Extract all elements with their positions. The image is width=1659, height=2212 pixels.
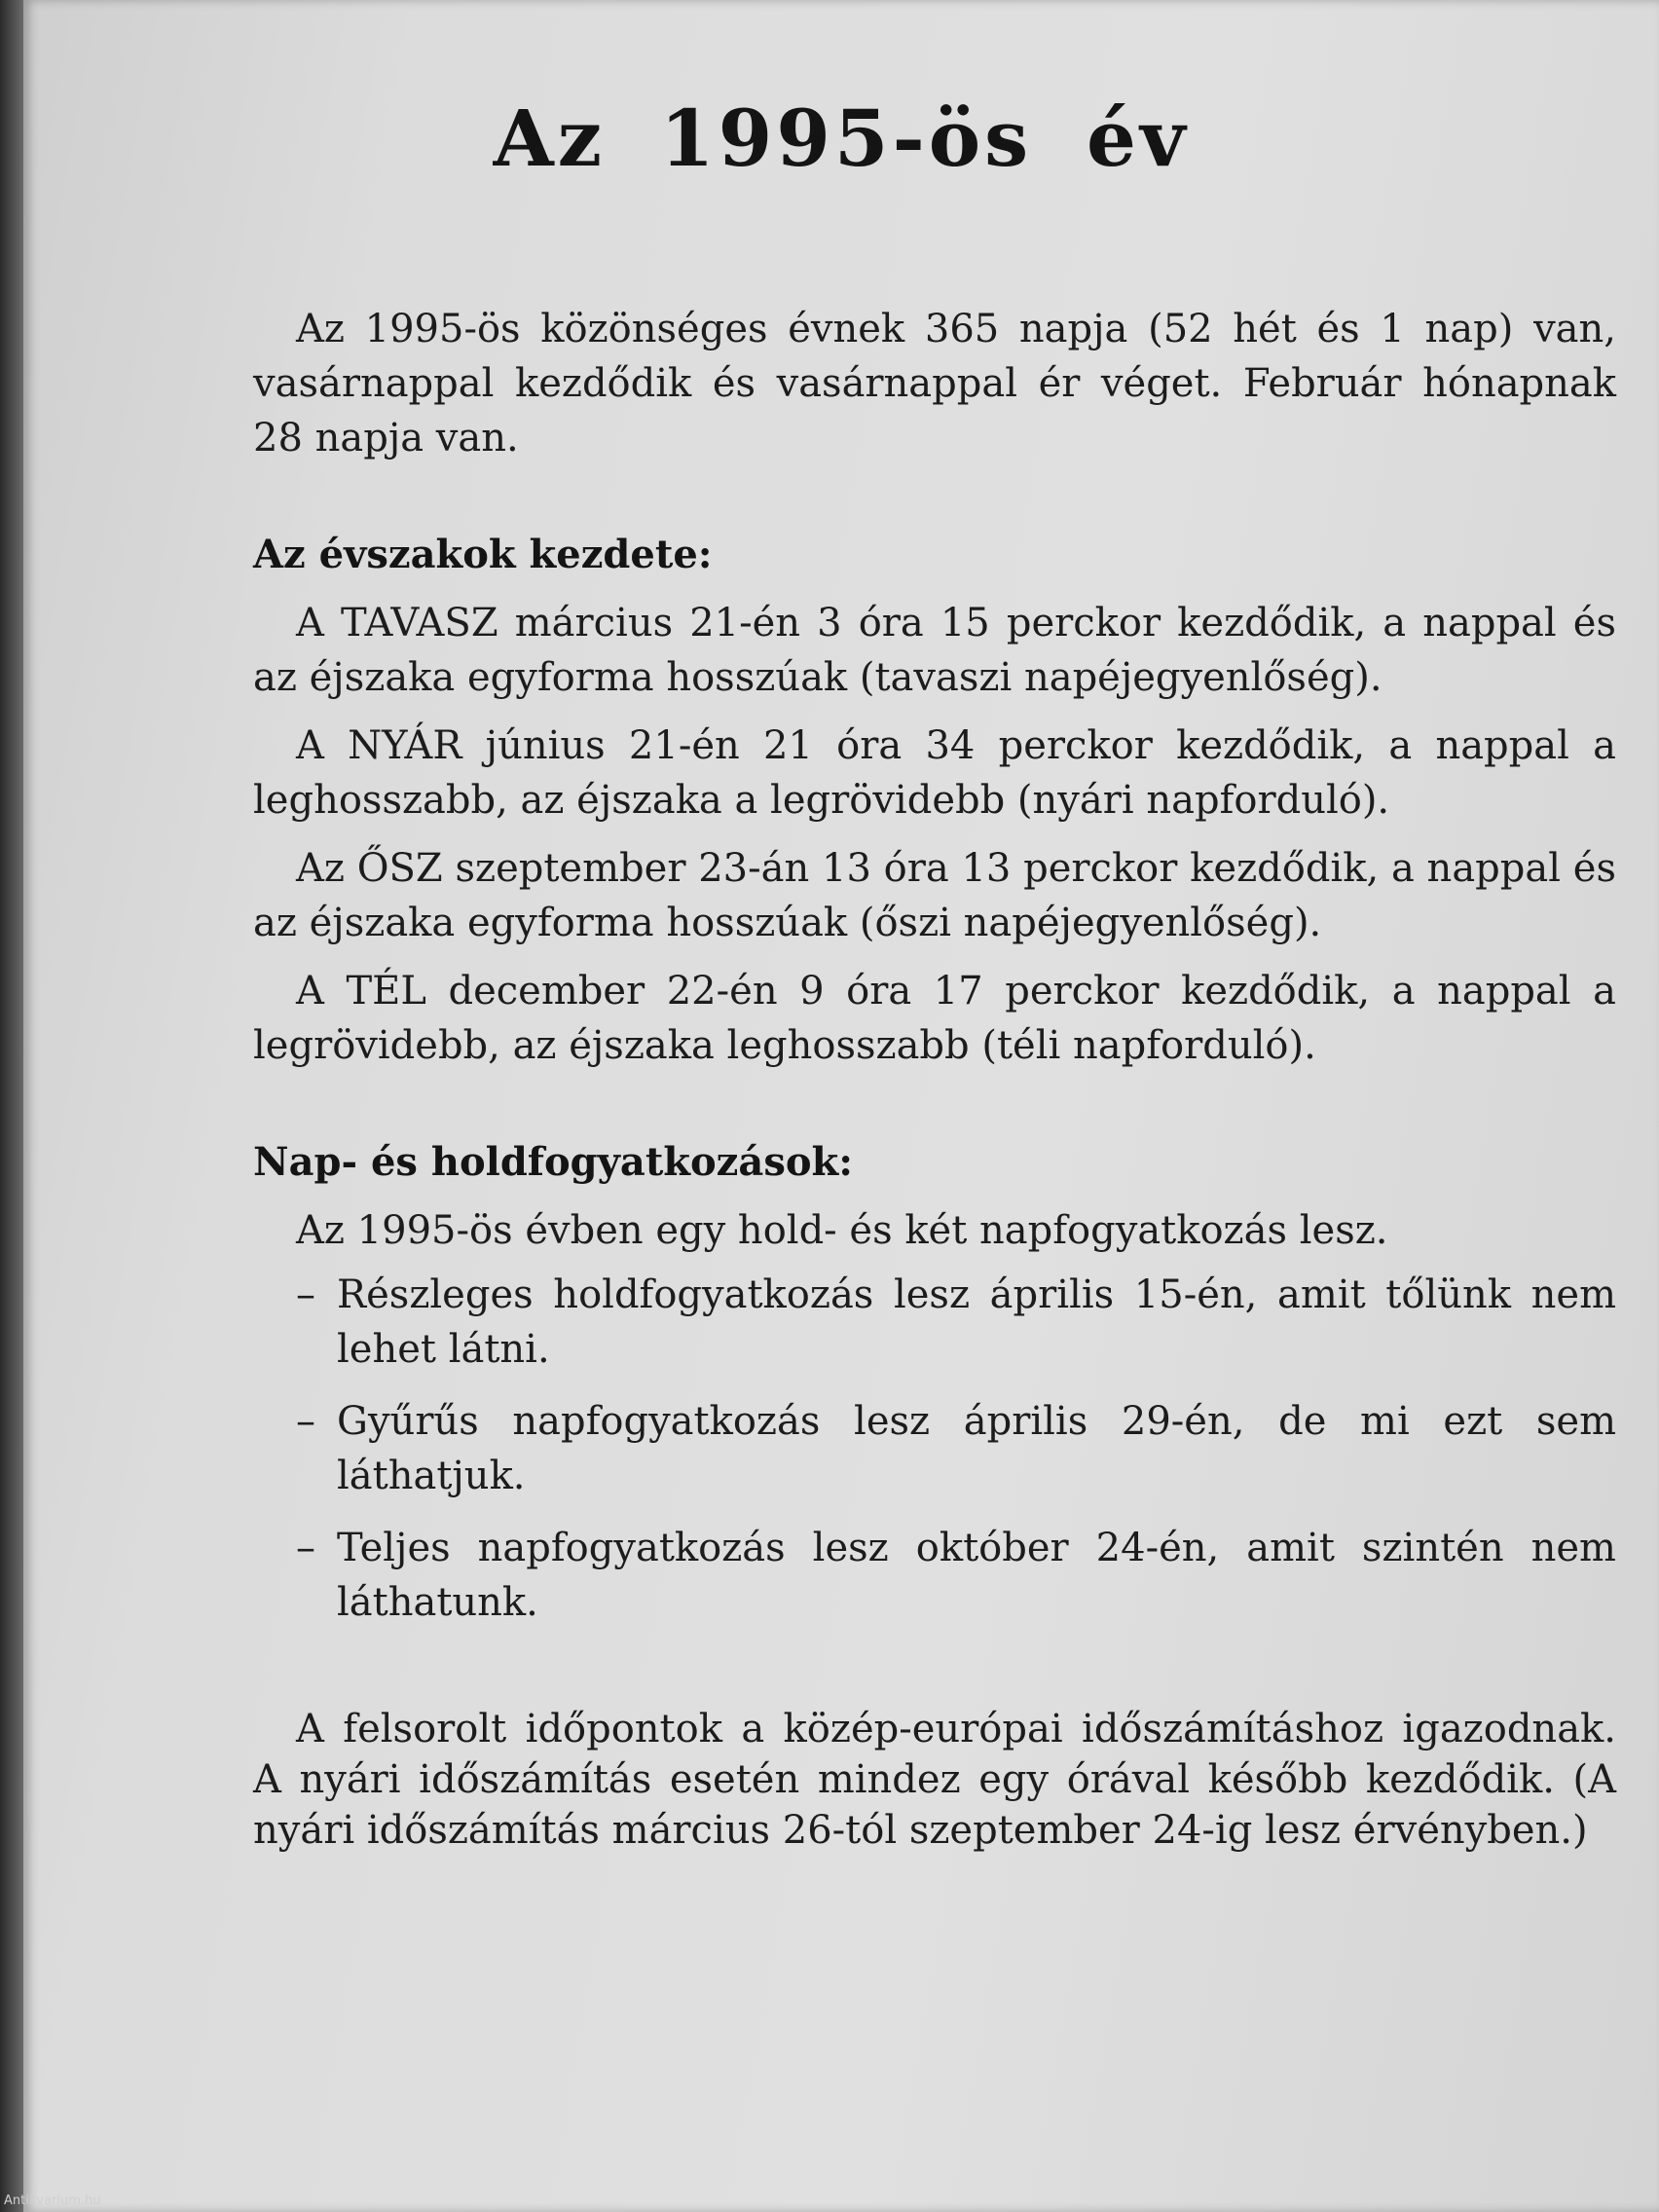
eclipse-item-text: Gyűrűs napfogyatkozás lesz április 29-én, de mi ezt sem láthatjuk. <box>337 1399 1616 1498</box>
watermark: Antikvarium.hu <box>4 2194 101 2208</box>
timezone-note: A felsorolt időpontok a közép-európai időszámításhoz igazodnak. A nyári időszámítás esetén mindez egy órával később kezdődik. (A nyári időszámítás március 26-tól szeptember 24-ig lesz érvényben.) <box>253 1707 1616 1853</box>
eclipse-list <box>253 1268 1616 1630</box>
list-dash: – <box>296 1526 315 1570</box>
season-summer: A NYÁR június 21-én 21 óra 34 perckor kezdődik, a nappal a leghosszabb, az éjszaka a legrövidebb (nyári napforduló). <box>253 723 1616 823</box>
list-dash: – <box>296 1399 315 1444</box>
eclipse-item-lunar <box>253 1268 1616 1377</box>
eclipse-item-annular <box>253 1394 1616 1503</box>
page-title: Az 1995-ös év <box>493 92 1190 184</box>
list-dash: – <box>296 1272 315 1317</box>
eclipse-item-text: Részleges holdfogyatkozás lesz április 15-én, amit tőlünk nem lehet látni. <box>337 1272 1616 1372</box>
book-spine-edge <box>0 0 23 2212</box>
eclipses-heading: Nap- és holdfogyatkozások: <box>253 1139 853 1185</box>
season-autumn: Az ŐSZ szeptember 23-án 13 óra 13 perckor kezdődik, a nappal és az éjszaka egyforma hosszúak (őszi napéjegyenlőség). <box>253 846 1616 945</box>
book-page <box>23 0 1659 2212</box>
intro-paragraph: Az 1995-ös közönséges évnek 365 napja (52 hét és 1 nap) van, vasárnappal kezdődik és vasárnappal ér véget. Február hónapnak 28 napja van. <box>253 307 1616 461</box>
eclipse-item-total <box>253 1521 1616 1630</box>
eclipse-item-text: Teljes napfogyatkozás lesz október 24-én, amit szintén nem láthatunk. <box>337 1526 1616 1625</box>
eclipses-intro: Az 1995-ös évben egy hold- és két napfogyatkozás lesz. <box>296 1208 1388 1253</box>
seasons-heading: Az évszakok kezdete: <box>253 532 713 577</box>
season-winter: A TÉL december 22-én 9 óra 17 perckor kezdődik, a nappal a legrövidebb, az éjszaka leghosszabb (téli napforduló). <box>253 969 1616 1068</box>
page-content <box>253 302 1616 1856</box>
season-spring: A TAVASZ március 21-én 3 óra 15 perckor kezdődik, a nappal és az éjszaka egyforma hosszúak (tavaszi napéjegyenlőség). <box>253 601 1616 700</box>
